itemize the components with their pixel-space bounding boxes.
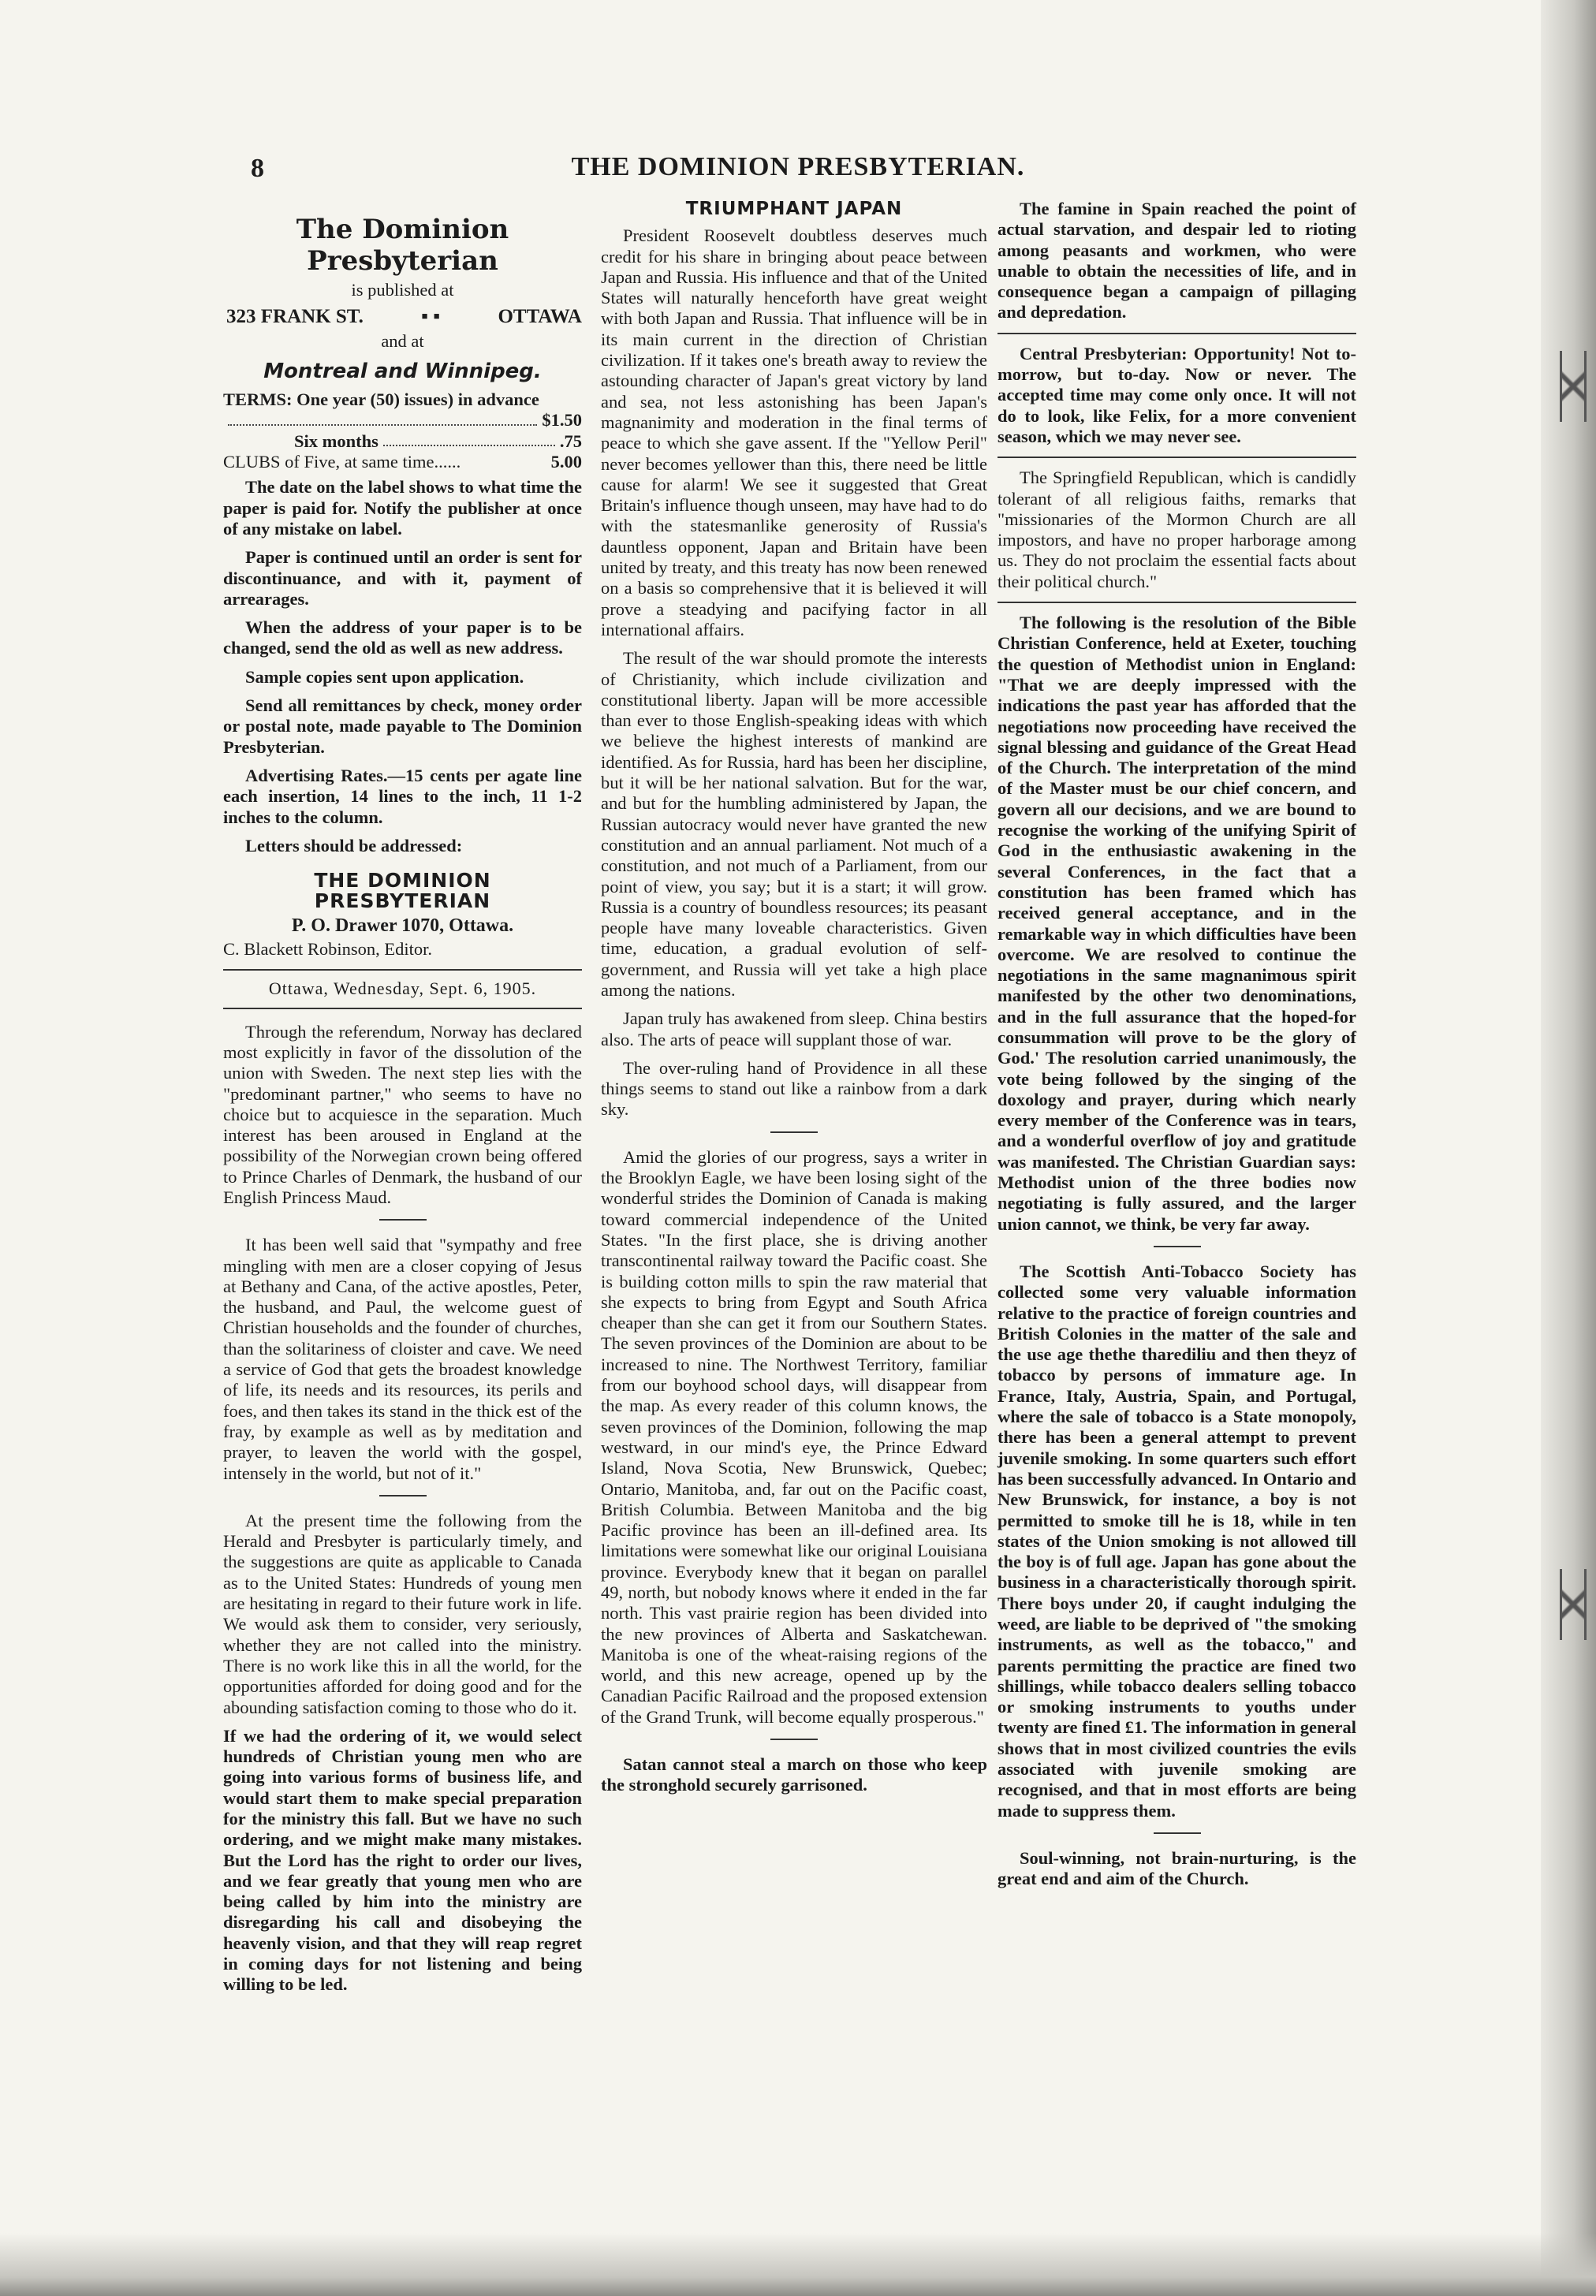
divider xyxy=(770,1131,818,1133)
divider xyxy=(1154,1832,1201,1834)
divider xyxy=(998,333,1356,334)
ministry-article-b: If we had the ordering of it, we would select hundreds of Christian young men who are going into various forms of business life, and would start them to make special preparation for the ministry this fall. But we have no such ordering, and we might make many mistakes. But the Lord has the right to order our lives, and we fear greatly that young men who are being called by him into the ministry are disregarding his call and disobeying the heavenly vision, and that they will reap regret in coming days for not listening and being willing to be led. xyxy=(223,1725,582,1995)
publisher-address: P. O. Drawer 1070, Ottawa. xyxy=(291,915,514,936)
and-at: and at xyxy=(381,330,424,351)
japan-paragraph-3: Japan truly has awakened from sleep. China bestirs also. The arts of peace will supplant those of war. xyxy=(601,1008,987,1049)
bible-christian-article: The following is the resolution of the Bible Christian Conference, held at Exeter, touching the question of Methodist union in England: "That we are deeply impressed with the indications the past year has afforded that the negotiations now proceeding have received the signal blessing and guidance of the Great Head of the Church. The interpretation of the mind of the Master must be our chief concern, and govern all our decisions, and we are bound to recognise the working of the unifying Spirit of God in the enthusiastic awakening in the several Conferences, in the fact that a constitution has been framed which has received general acceptance, and in the remarkable way in which difficulties have been overcome. We are resolved to continue the negotiations in the same magnanimous spirit manifested by the other two denominations, and in the full assurance that the hoped-for consummation will prove to be the glory of God.' The resolution carried unanimously, the vote being followed by the singing of the doxology and prayer, during which nearly every member of the Conference was in tears, and a wonderful overflow of joy and gratitude was manifested. The Christian Guardian says: Methodist union of the three bodies now negotiating is fully assured, and the larger union cannot, we think, be very far away. xyxy=(998,613,1356,1234)
column-middle xyxy=(601,199,987,1804)
six-months-row xyxy=(223,431,582,452)
label-notice: The date on the label shows to what time the paper is paid for. Notify the publisher at once of any mistake on label. xyxy=(223,477,582,539)
address-city: OTTAWA xyxy=(498,306,582,328)
address-street: 323 FRANK ST. xyxy=(226,306,364,328)
letters-notice: Letters should be addressed: xyxy=(245,835,463,855)
address-line xyxy=(226,307,582,327)
remit-notice: Send all remittances by check, money order or postal note, made payable to The Dominion Presbyterian. xyxy=(223,695,582,757)
continued-notice: Paper is continued until an order is sent for discontinuance, and with it, payment of arrearages. xyxy=(223,547,582,609)
article-title: TRIUMPHANT JAPAN xyxy=(685,199,903,219)
sympathy-article: It has been well said that "sympathy and free mingling with men are a closer copying of Jesus at Bethany and Cana, of the active apostles, Peter, the husband, and Paul, the welcome guest of Christian households and the founder of churches, than the solitariness of cloister and cave. We need a service of God that gets the broadest knowledge of life, its needs and its resources, its perils and foes, and then takes its stand in the thick est of the fray, by example as well as by meditation and prayer, to leaven the world with the gospel, intensely in the world, but not of it." xyxy=(223,1235,582,1483)
published-at: is published at xyxy=(351,280,454,300)
spain-article: The famine in Spain reached the point of actual starvation, and despair led to rioting among peasants and workmen, who were unable to obtain the necessities of life, and in consequence began a campaign of pillaging and depredation. xyxy=(998,199,1356,322)
norway-article: Through the referendum, Norway has declared most explicitly in favor of the dissolution of the union with Sweden. The next step lies with the "predominant partner," who seems to have no choice but to acquiesce in the separation. Much interest has been aroused in England at the possibility of the Norwegian crown being offered to Prince Charles of Denmark, the husband of our English Princess Maud. xyxy=(223,1021,582,1207)
publisher-name: THE DOMINION PRESBYTERIAN xyxy=(314,869,491,913)
central-presbyterian-article: Central Presbyterian: Opportunity! Not to-morrow, but to-day. Now or never. The accepted time may come only once. It will not do to look, like Felix, for a more convenient season, which we may never see. xyxy=(998,343,1356,446)
japan-paragraph-4: The over-ruling hand of Providence in all these things seems to stand out like a rainbow from a dark sky. xyxy=(601,1057,987,1120)
column-right xyxy=(998,199,1356,1898)
six-months-label: Six months xyxy=(294,430,378,451)
sample-notice: Sample copies sent upon application. xyxy=(245,666,524,687)
clubs-label: CLUBS of Five, at same time...... xyxy=(223,452,461,472)
clubs-row xyxy=(223,452,582,472)
soul-winning-article: Soul-winning, not brain-nurturing, is the great end and aim of the Church. xyxy=(998,1847,1356,1889)
canada-article: Amid the glories of our progress, says a writer in the Brooklyn Eagle, we have been losing sight of the wonderful strides the Dominion of Canada is making toward commercial independence of the United States. "In the first place, she is driving another transcontinental railway toward the Pacific coast. She is building cotton mills to spin the raw material that she expects to bring from Egypt and South Africa cheaper than she can get it from our Southern States. The seven provinces of the Dominion are about to be increased to nine. The Northwest Territory, familiar from our boyhood school days, will disappear from the map. As every reader of this column knows, the seven provinces of the Dominion, following the map westward, in our mind's eye, the Prince Edward Island, Nova Scotia, New Brunswick, Quebec; Ontario, Manitoba, and, far out on the Pacific coast, British Columbia. Between Manitoba and the big Pacific province has been an ill-defined area. Its limitations were somewhat like our original Louisiana province. Everybody knew that it began on parallel 49, north, but nobody knows where it ended in the far north. This vast prairie region has been divided into the new provinces of Alberta and Saskatchewan. Manitoba is one of the wheat-raising regions of the world, and this new acreage, opened up by the Canadian Pacific Railroad and the proposed extension of the Grand Trunk, will become equally prosperous." xyxy=(601,1146,987,1727)
page-number: 8 xyxy=(251,154,264,183)
dateline: Ottawa, Wednesday, Sept. 6, 1905. xyxy=(223,969,582,1008)
tobacco-article: The Scottish Anti-Tobacco Society has collected some very valuable information relative to the practice of foreign countries and British Colonies in the matter of the sale and the use age thethe tharediliu and then theyz of tobacco by persons of immature age. In France, Italy, Austria, Spain, and Portugal, where the sale of tobacco is a State monopoly, there has been a general attempt to prevent juvenile smoking. In some quarters such effort has been successfully advanced. In Ontario and New Brunswick, for instance, a boy is not permitted to smoke till he is 18, while in ten states of the Union smoking is not allowed till the boy is of full age. Japan has gone about the business in a characteristically thorough spirit. There boys under 20, if caught indulging the weed, are liable to be deprived of "the smoking instruments, as well as the tobacco," and parents permitting the practice are fined two shillings, while tobacco dealers selling tobacco or smoking instruments to youths under twenty are fined £1. The information in general shows that in most civilized countries the evils associated with juvenile smoking are recognised, and that in most efforts are being made to suppress them. xyxy=(998,1261,1356,1821)
divider xyxy=(379,1495,427,1496)
japan-paragraph-1: President Roosevelt doubtless deserves much credit for his share in bringing about peace between Japan and Russia. His influence and that of the United States will naturally henceforth have great weight with both Japan and Russia. That influence will be in its main current in the direction of Christian civilization. If it takes one's breath away to review the astounding character of Japan's great victory by land and sea, not less astonishing has been Japan's magnanimity and moderation in the final terms of peace to which she gave assent. If the "Yellow Peril" never becomes yellower than this, there need be little cause for alarm! We see it suggested that Great Britain's influence though unseen, may have had to do with the statesmanlike generosity of Russia's dauntless opponent, Japan and Britain have been united by treaty, and this treaty has now been renewed on a basis so comprehensive that it is believed it will prove a steadying and pacifying factor in all international affairs. xyxy=(601,226,987,639)
binding-mark-icon xyxy=(1560,1569,1587,1640)
editor-line: C. Blackett Robinson, Editor. xyxy=(223,939,432,960)
terms-row xyxy=(223,390,582,410)
address-separator: ▪ ▪ xyxy=(421,306,441,328)
page-bottom-shadow xyxy=(0,2233,1596,2296)
binding-mark-icon xyxy=(1560,351,1587,422)
divider xyxy=(1154,1246,1201,1247)
address-notice: When the address of your paper is to be changed, send the old as well as new address. xyxy=(223,617,582,658)
advertising-notice: Advertising Rates.—15 cents per agate line each insertion, 14 lines to the inch, 11 1-2 inches to the column. xyxy=(223,765,582,827)
divider xyxy=(998,602,1356,603)
page-title: THE DOMINION PRESBYTERIAN. xyxy=(571,152,1025,181)
ministry-article-a: At the present time the following from the Herald and Presbyter is particularly timely, and the suggestions are quite as applicable to Canada as to the United States: Hundreds of young men are hesitating in regard to their future work in life. We would ask them to consider, very seriously, whether they are not called into the ministry. There is no work like this in all the world, for the opportunities afforded for doing good and for the abounding satisfaction coming to those who do it. xyxy=(223,1510,582,1717)
divider xyxy=(379,1219,427,1221)
japan-paragraph-2: The result of the war should promote the interests of Christianity, which include civilization and constitutional liberty. Japan will be more accessible than ever to those English-speaking ideas with which we believe the highest interests of mankind are identified. As for Russia, hard has been her discipline, but it will be her national salvation. But for the war, and but for the humbling administered by Japan, the Russian autocracy would never have granted the new constitution and an annual parliament. Not much of a constitution, and not much of a Parliament, from our point of view, you say; but it is a start; it will grow. Russia is a country of boundless resources; its peasant people have many loveable characteristics. Given time, education, a gradual evolution of self-government, and Russia will yet take a high place among the nations. xyxy=(601,648,987,1000)
divider xyxy=(998,457,1356,458)
springfield-article: The Springfield Republican, which is candidly tolerant of all religious faiths, remarks that "missionaries of the Mormon Church are all impostors, and have no proper harborage among us. They do not proclaim the essential facts about their political church." xyxy=(998,468,1356,591)
satan-article: Satan cannot steal a march on those who keep the stronghold securely garrisoned. xyxy=(601,1754,987,1795)
clubs-price: 5.00 xyxy=(550,452,582,472)
terms-price-row xyxy=(223,410,582,430)
cities: Montreal and Winnipeg. xyxy=(263,359,542,383)
divider xyxy=(770,1739,818,1740)
terms-label: TERMS: One year (50) issues) in advance xyxy=(223,390,539,410)
page-edge-shadow xyxy=(1541,0,1596,2296)
terms-price: $1.50 xyxy=(542,410,582,430)
column-left xyxy=(223,209,582,2003)
masthead: The Dominion Presbyterian xyxy=(296,214,509,277)
six-months-price: .75 xyxy=(559,430,582,451)
